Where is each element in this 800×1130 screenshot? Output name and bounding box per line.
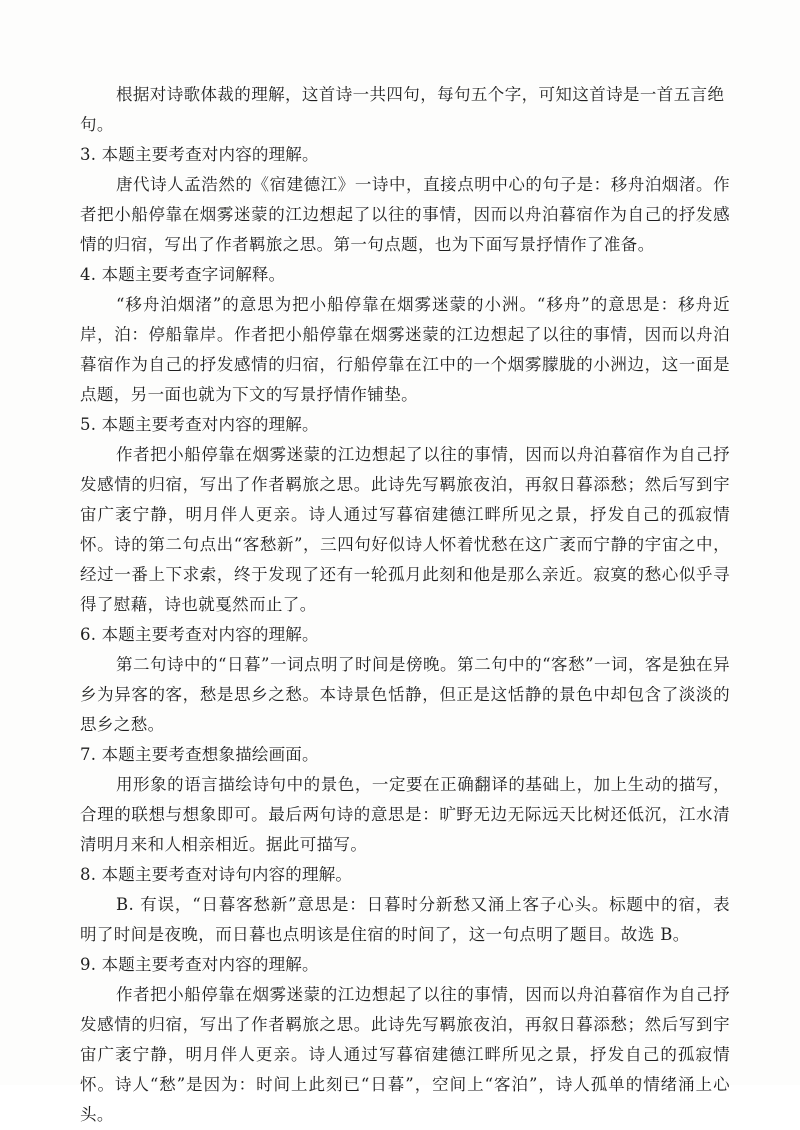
answer-body: 唐代诗人孟浩然的《宿建德江》一诗中，直接点明中心的句子是：移舟泊烟渚。作者把小船停靠在烟雾迷蒙的江边想起了以往的事情，因而以舟泊暮宿作为自己的抒发感情的归宿，写出了作者羁旅之思。第一句点题，也为下面写景抒情作了准备。: [80, 175, 730, 254]
answer-body: 作者把小船停靠在烟雾迷蒙的江边想起了以往的事情，因而以舟泊暮宿作为自己抒发感情的归宿，写出了作者羁旅之思。此诗先写羁旅夜泊，再叙日暮添愁；然后写到宇宙广袤宁静，明月伴人更亲。诗人通过写暮宿建德江畔所见之景，抒发自己的孤寂情怀。诗的第二句点出“客愁新”，三四句好似诗人怀着忧愁在这广袤而宁静的宇宙之中，经过一番上下求索，终于发现了还有一轮孤月此刻和他是那么亲近。寂寞的愁心似乎寻得了慰藉，诗也就戛然而止了。: [80, 445, 730, 614]
answer-content: [80, 80, 730, 1130]
answer-item-7: [80, 740, 730, 860]
answer-heading: 5. 本题主要考查对内容的理解。: [80, 415, 319, 434]
answer-heading: 7. 本题主要考查想象描绘画面。: [80, 745, 319, 764]
answer-heading: 9. 本题主要考查对内容的理解。: [80, 955, 319, 974]
answer-heading: 8. 本题主要考查对诗句内容的理解。: [80, 865, 353, 884]
answer-body: 作者把小船停靠在烟雾迷蒙的江边想起了以往的事情，因而以舟泊暮宿作为自己抒发感情的归宿，写出了作者羁旅之思。此诗先写羁旅夜泊，再叙日暮添愁；然后写到宇宙广袤宁静，明月伴人更亲。诗人通过写暮宿建德江畔所见之景，抒发自己的孤寂情怀。诗人“愁”是因为：时间上此刻已“日暮”，空间上“客泊”，诗人孤单的情绪涌上心头。: [80, 985, 730, 1124]
answer-body: B. 有误，“日暮客愁新”意思是：日暮时分新愁又涌上客子心头。标题中的宿，表明了时间是夜晚，而日暮也点明该是住宿的时间了，这一句点明了题目。故选 B。: [80, 895, 730, 944]
answer-body: “移舟泊烟渚”的意思为把小船停靠在烟雾迷蒙的小洲。“移舟”的意思是：移舟近岸，泊：停船靠岸。作者把小船停靠在烟雾迷蒙的江边想起了以往的事情，因而以舟泊暮宿作为自己的抒发感情的归宿，行船停靠在江中的一个烟雾朦胧的小洲边，这一面是点题，另一面也就为下文的写景抒情作铺垫。: [80, 295, 730, 404]
answer-body: 用形象的语言描绘诗句中的景色，一定要在正确翻译的基础上，加上生动的描写，合理的联想与想象即可。最后两句诗的意思是：旷野无边无际远天比树还低沉，江水清清明月来和人相亲相近。据此可描写。: [80, 775, 730, 854]
answer-item-9: [80, 950, 730, 1130]
answer-item-5: [80, 410, 730, 620]
answer-item-3: [80, 140, 730, 260]
answer-body: 第二句诗中的“日暮”一词点明了时间是傍晚。第二句中的“客愁”一词，客是独在异乡为异客的客，愁是思乡之愁。本诗景色恬静，但正是这恬静的景色中却包含了淡淡的思乡之愁。: [80, 655, 730, 734]
answer-heading: 6. 本题主要考查对内容的理解。: [80, 625, 319, 644]
intro-paragraph: 根据对诗歌体裁的理解，这首诗一共四句，每句五个字，可知这首诗是一首五言绝句。: [80, 85, 725, 134]
answer-heading: 4. 本题主要考查字词解释。: [80, 265, 286, 284]
answer-heading: 3. 本题主要考查对内容的理解。: [80, 145, 319, 164]
answer-item-4: [80, 260, 730, 410]
answer-item-6: [80, 620, 730, 740]
answer-item-8: [80, 860, 730, 950]
